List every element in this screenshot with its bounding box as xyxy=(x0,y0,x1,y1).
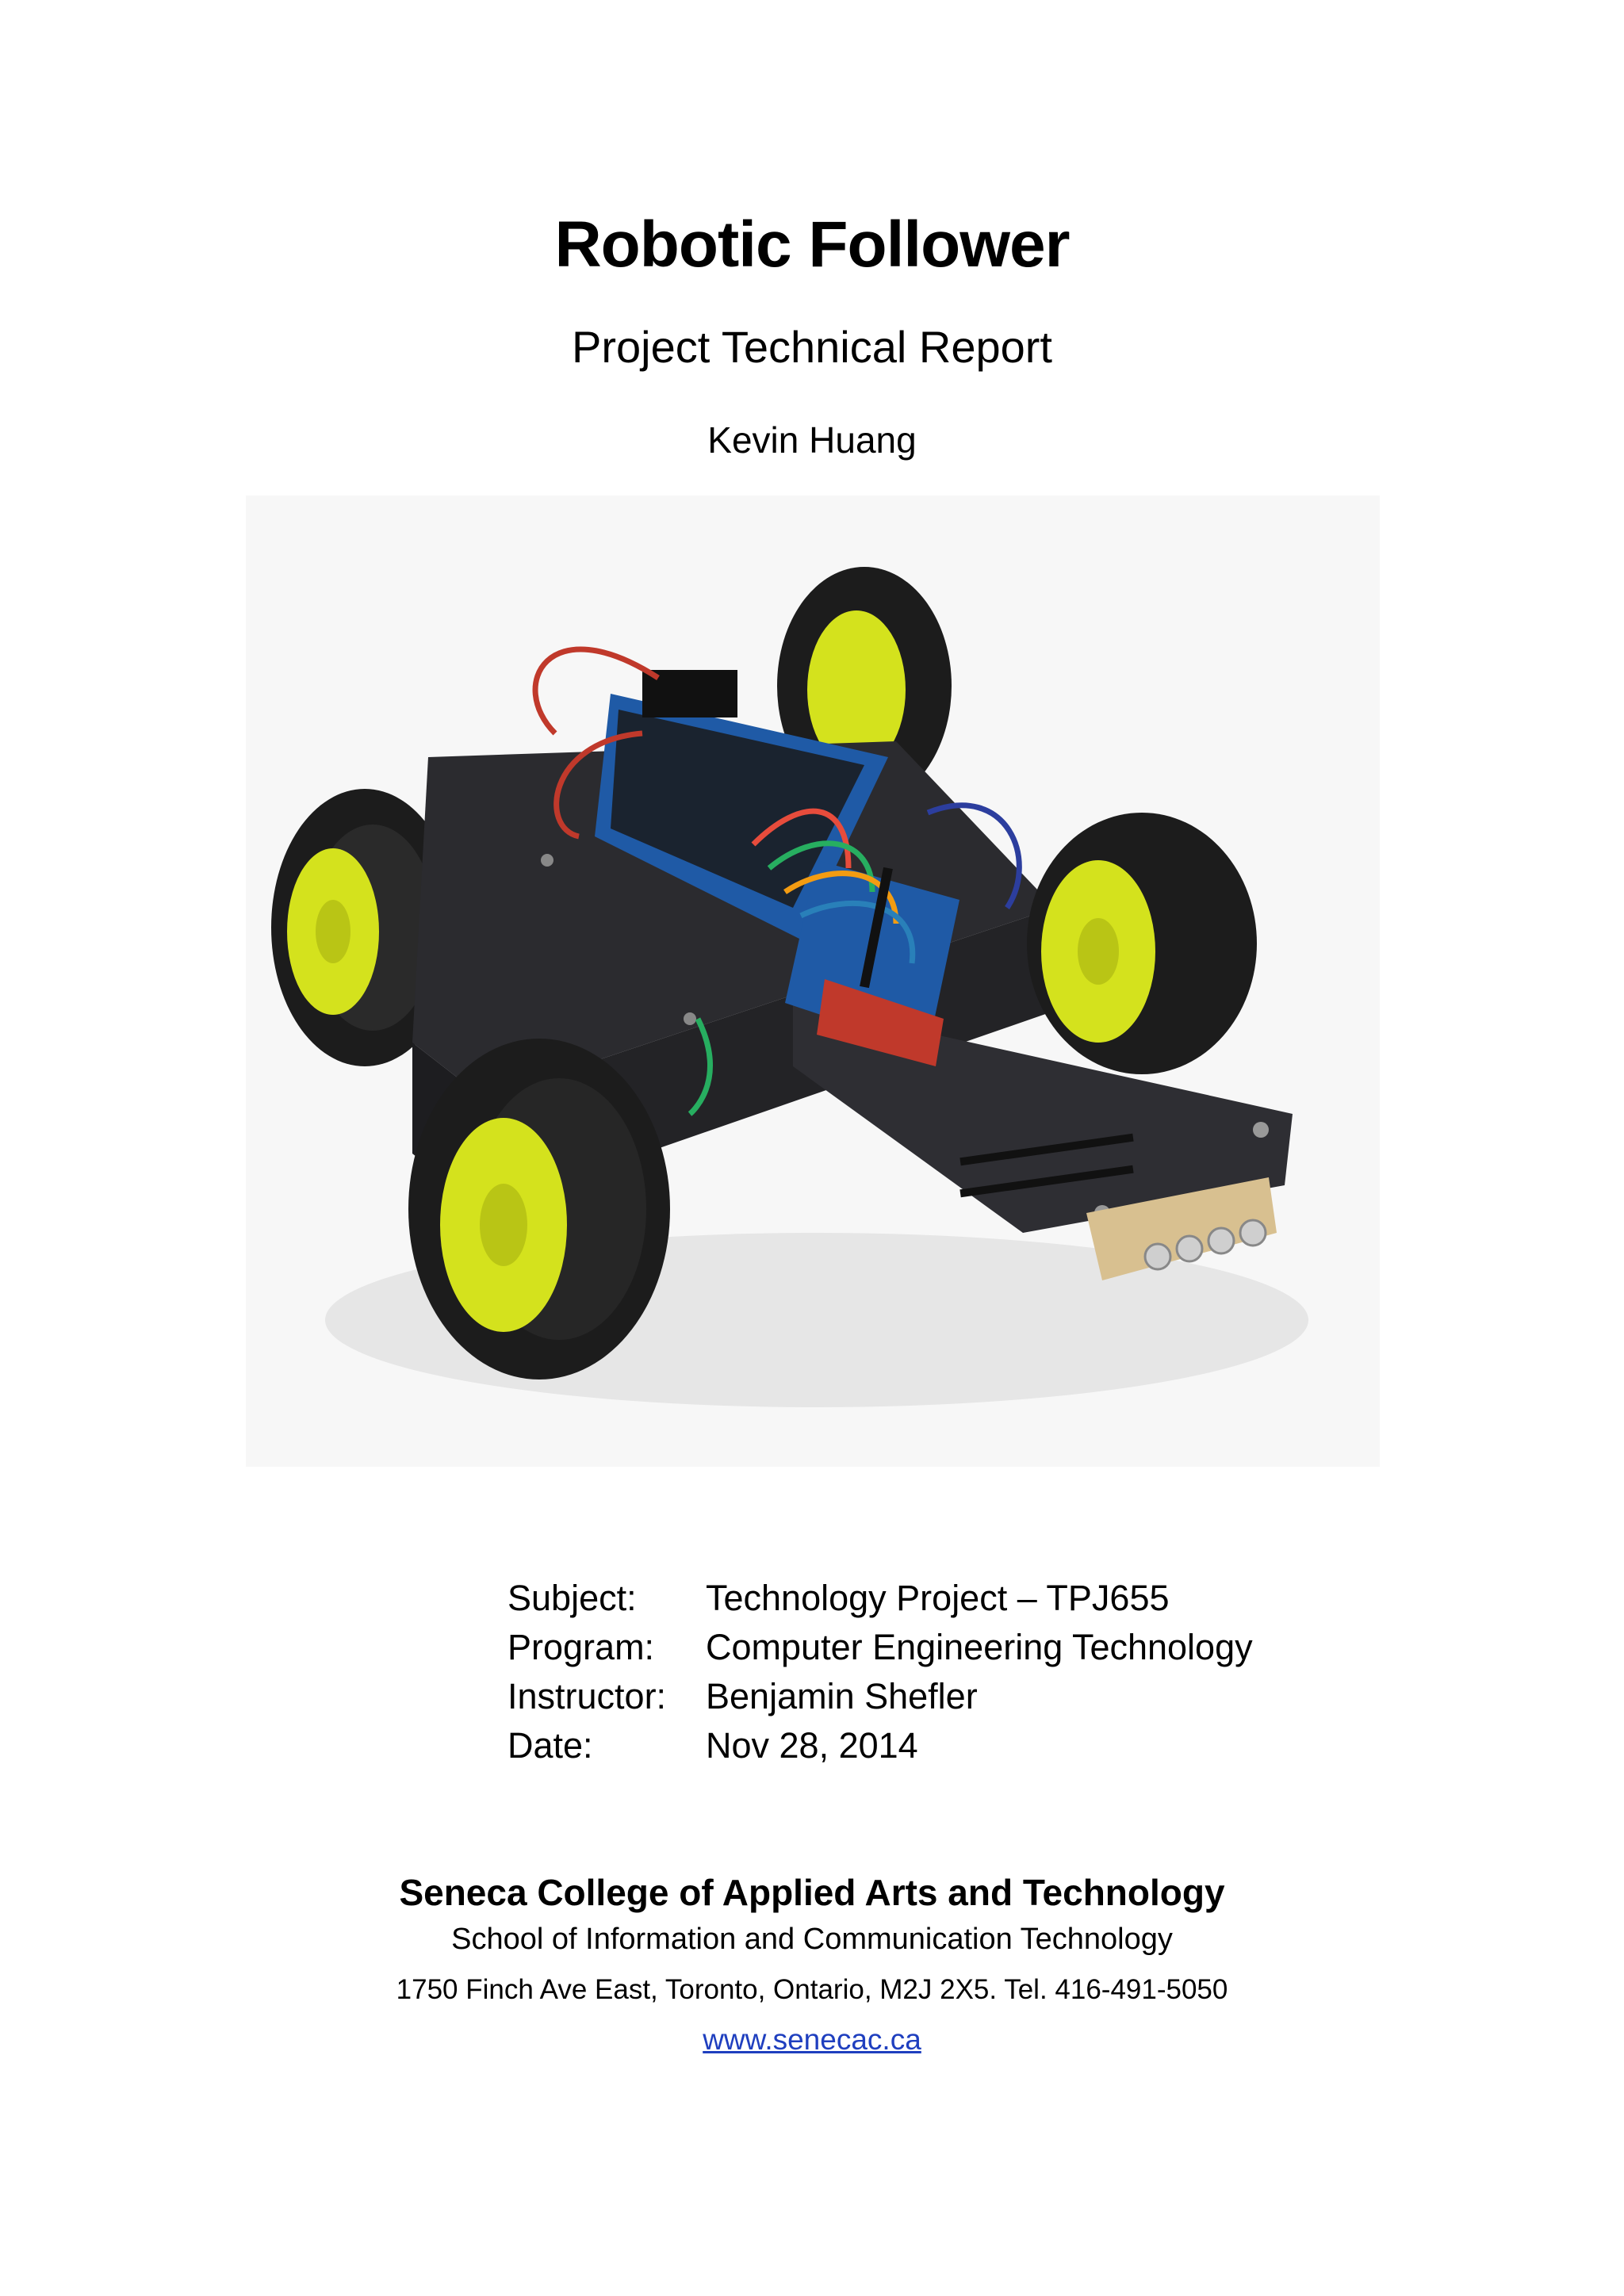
metadata-row-program xyxy=(508,1623,1253,1672)
document-subtitle: Project Technical Report xyxy=(572,322,1052,372)
metadata-label: Instructor: xyxy=(508,1676,667,1716)
website-link[interactable]: www.senecac.ca xyxy=(703,2023,921,2056)
wheel-front-left xyxy=(408,1039,670,1380)
document-title: Robotic Follower xyxy=(554,209,1070,281)
metadata-value: Benjamin Shefler xyxy=(706,1676,978,1716)
metadata-row-subject xyxy=(508,1574,1253,1623)
author-name: Kevin Huang xyxy=(707,419,917,461)
metadata-value: Technology Project – TPJ655 xyxy=(706,1578,1170,1618)
metadata-row-date xyxy=(508,1721,1253,1770)
metadata-label: Subject: xyxy=(508,1578,637,1618)
wheel-front-right xyxy=(1027,813,1257,1074)
college-name: Seneca College of Applied Arts and Technology xyxy=(399,1872,1225,1913)
metadata-value: Computer Engineering Technology xyxy=(706,1627,1253,1667)
metadata-label: Date: xyxy=(508,1725,593,1766)
metadata-value: Nov 28, 2014 xyxy=(706,1725,918,1766)
metadata-row-instructor xyxy=(508,1672,1253,1721)
robot-car-photo xyxy=(246,496,1380,1467)
school-name: School of Information and Communication Technology xyxy=(451,1923,1173,1956)
project-metadata xyxy=(508,1574,1253,1770)
website-container xyxy=(0,2023,1624,2057)
metadata-label: Program: xyxy=(508,1627,655,1667)
college-address: 1750 Finch Ave East, Toronto, Ontario, M2J 2X5. Tel. 416-491-5050 xyxy=(396,1974,1228,2005)
